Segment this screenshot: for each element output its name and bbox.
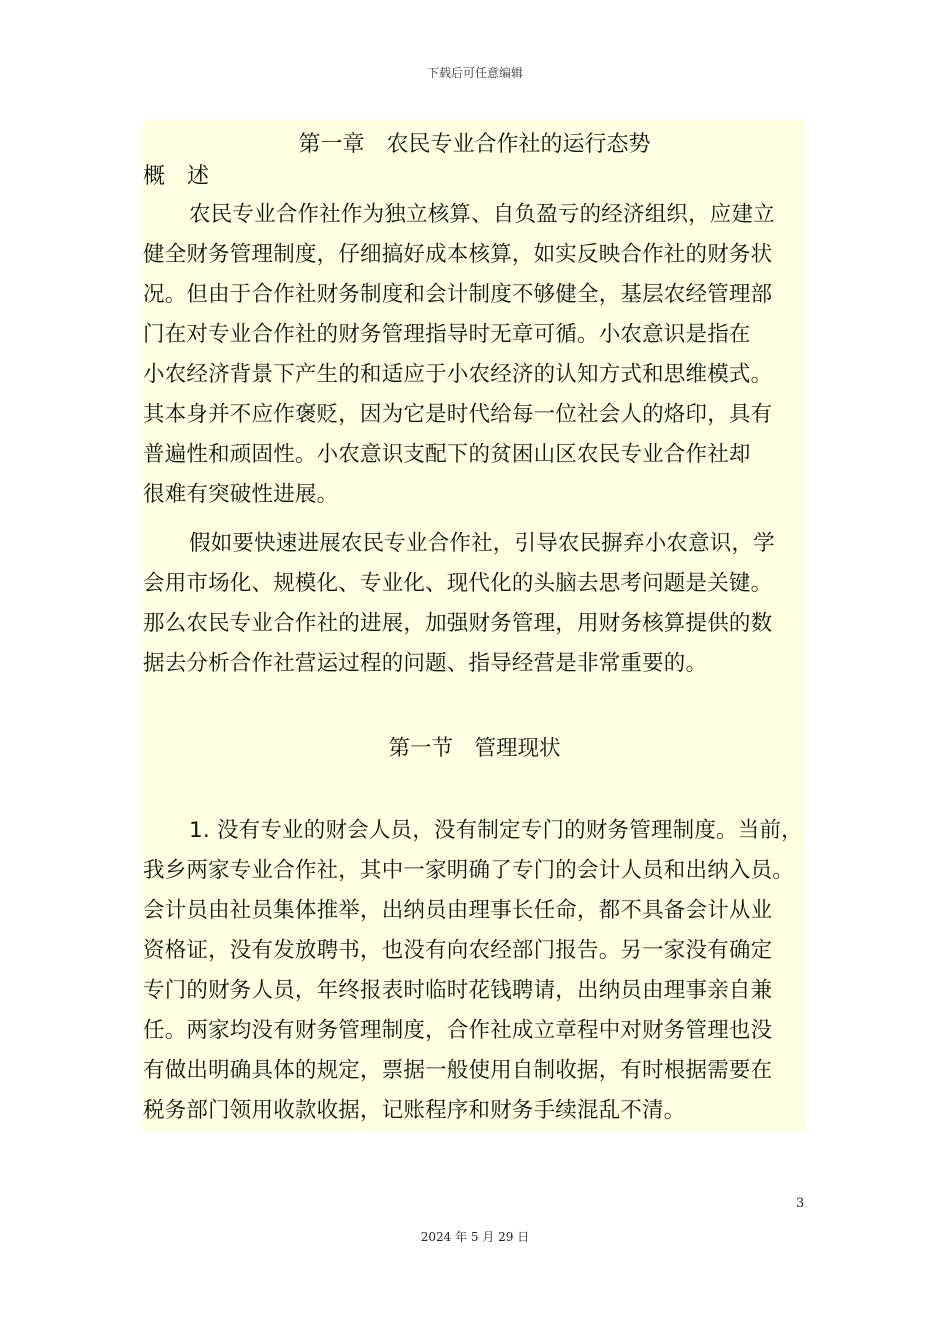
paragraph-line: 很难有突破性进展。 — [143, 482, 339, 507]
paragraph-line: 税务部门领用收款收据，记账程序和财务手续混乱不清。 — [143, 1098, 686, 1123]
paragraph-line: 门在对专业合作社的财务管理指导时无章可循。小农意识是指在 — [143, 322, 751, 347]
header-note: 下载后可任意编辑 — [426, 66, 523, 80]
paragraph-line: 况。但由于合作社财务制度和会计制度不够健全，基层农经管理部 — [143, 282, 773, 307]
paragraph-line: 资格证，没有发放聘书，也没有向农经部门报告。另一家没有确定 — [143, 938, 773, 963]
paragraph-key-point — [143, 524, 806, 684]
paragraph-line: 其本身并不应作褒贬，因为它是时代给每一位社会人的烙印，具有 — [143, 402, 773, 427]
paragraph-line: 健全财务管理制度，仔细搞好成本核算，如实反映合作社的财务状 — [143, 242, 773, 267]
paragraph-intro — [143, 195, 806, 515]
paragraph-line: 会用市场化、规模化、专业化、现代化的头脑去思考问题是关键。 — [143, 571, 773, 596]
document-body — [143, 120, 806, 1132]
paragraph-line: 专门的财务人员，年终报表时临时花钱聘请，出纳员由理事亲自兼 — [143, 978, 773, 1003]
paragraph-line: 农民专业合作社作为独立核算、自负盈亏的经济组织，应建立 — [189, 202, 775, 227]
paragraph-line: 1. 没有专业的财会人员，没有制定专门的财务管理制度。当前， — [189, 818, 803, 843]
paragraph-line: 普遍性和顽固性。小农意识支配下的贫困山区农民专业合作社却 — [143, 442, 751, 467]
paragraph-line: 假如要快速进展农民专业合作社，引导农民摒弃小农意识，学 — [189, 531, 775, 556]
paragraph-line: 有做出明确具体的规定，票据一般使用自制收据，有时根据需要在 — [143, 1058, 773, 1083]
overview-heading: 概 述 — [143, 164, 210, 189]
paragraph-line: 据去分析合作社营运过程的问题、指导经营是非常重要的。 — [143, 651, 708, 676]
page-number: 3 — [796, 1196, 805, 1211]
section-title: 第一节 管理现状 — [388, 736, 561, 761]
paragraph-line: 任。两家均没有财务管理制度，合作社成立章程中对财务管理也没 — [143, 1018, 773, 1043]
paragraph-line: 那么农民专业合作社的进展，加强财务管理，用财务核算提供的数 — [143, 611, 773, 636]
paragraph-line: 小农经济背景下产生的和适应于小农经济的认知方式和思维模式。 — [143, 362, 773, 387]
paragraph-line: 会计员由社员集体推举，出纳员由理事长任命，都不具备会计从业 — [143, 898, 773, 923]
paragraph-line: 我乡两家专业合作社，其中一家明确了专门的会计人员和出纳入员。 — [143, 858, 795, 883]
footer-date: 2024 年 5 月 29 日 — [420, 1230, 530, 1244]
paragraph-status — [143, 811, 806, 1131]
chapter-title: 第一章 农民专业合作社的运行态势 — [298, 132, 651, 157]
